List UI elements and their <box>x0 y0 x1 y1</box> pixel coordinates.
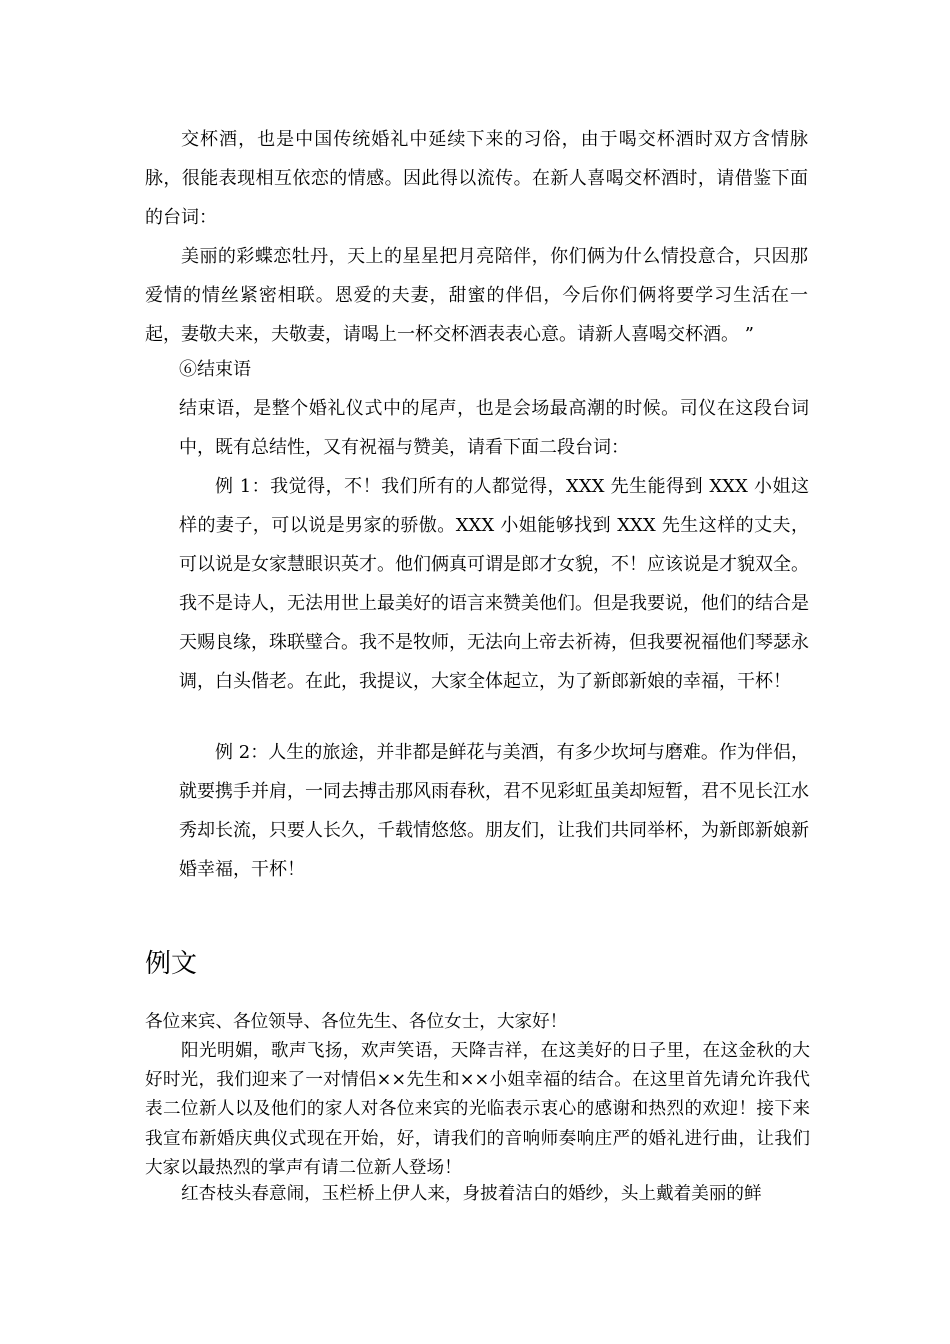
paragraph-toast-lines: 美丽的彩蝶恋牡丹，天上的星星把月亮陪伴，你们俩为什么情投意合，只因那爱情的情丝紧密相联。恩爱的夫妻，甜蜜的伴侣，今后你们俩将要学习生活在一起，妻敬夫来，夫敬妻，请喝上一杯交杯酒表表心意。请新人喜喝交杯酒。 ” <box>145 246 808 345</box>
paragraph-example-1: 例 1：我觉得，不！我们所有的人都觉得，XXX 先生能得到 XXX 小姐这样的妻子，可以说是男家的骄傲。XXX 小姐能够找到 XXX 先生这样的丈夫，可以说是女家慧眼识英才。他们俩真可谓是郎才女貌，不！应该说是才貌双全。我不是诗人，无法用世上最美好的语言来赞美他们。但是我要说，他们的结合是天赐良缘，珠联璧合。我不是牧师，无法向上帝去祈祷，但我要祝福他们琴瑟永调，白头偕老。在此，我提议，大家全体起立，为了新郎新娘的幸福，干杯！ <box>179 476 809 692</box>
heading-sample-text: 例文 <box>145 949 198 979</box>
paragraph-jiaobei: 交杯酒，也是中国传统婚礼中延续下来的习俗，由于喝交杯酒时双方含情脉脉，很能表现相互依恋的情感。因此得以流传。在新人喜喝交杯酒时，请借鉴下面的台词： <box>145 129 808 228</box>
paragraph-greeting: 各位来宾、各位领导、各位先生、各位女士，大家好！ <box>145 1012 568 1032</box>
paragraph-closing-intro: 结束语，是整个婚礼仪式中的尾声，也是会场最高潮的时候。司仪在这段台词中，既有总结性，又有祝福与赞美，请看下面二段台词： <box>179 398 809 458</box>
paragraph-sample-body-1: 阳光明媚，歌声飞扬，欢声笑语，天降吉祥，在这美好的日子里，在这金秋的大好时光，我们迎来了一对情侣××先生和××小姐幸福的结合。在这里首先请允许我代表二位新人以及他们的家人对各位来宾的光临表示衷心的感谢和热烈的欢迎！接下来我宣布新婚庆典仪式现在开始，好，请我们的音响师奏响庄严的婚礼进行曲，让我们大家以最热烈的掌声有请二位新人登场！ <box>145 1041 810 1178</box>
paragraph-example-2: 例 2：人生的旅途，并非都是鲜花与美酒，有多少坎坷与磨难。作为伴侣，就要携手并肩，一同去搏击那风雨春秋，君不见彩虹虽美却短暂，君不见长江水秀却长流，只要人长久，千载情悠悠。朋友们，让我们共同举杯，为新郎新娘新婚幸福，干杯！ <box>179 742 809 880</box>
paragraph-sample-body-2: 红杏枝头春意闹，玉栏桥上伊人来，身披着洁白的婚纱，头上戴着美丽的鲜 <box>181 1184 762 1204</box>
section-label-closing: ⑥结束语 <box>179 359 251 380</box>
